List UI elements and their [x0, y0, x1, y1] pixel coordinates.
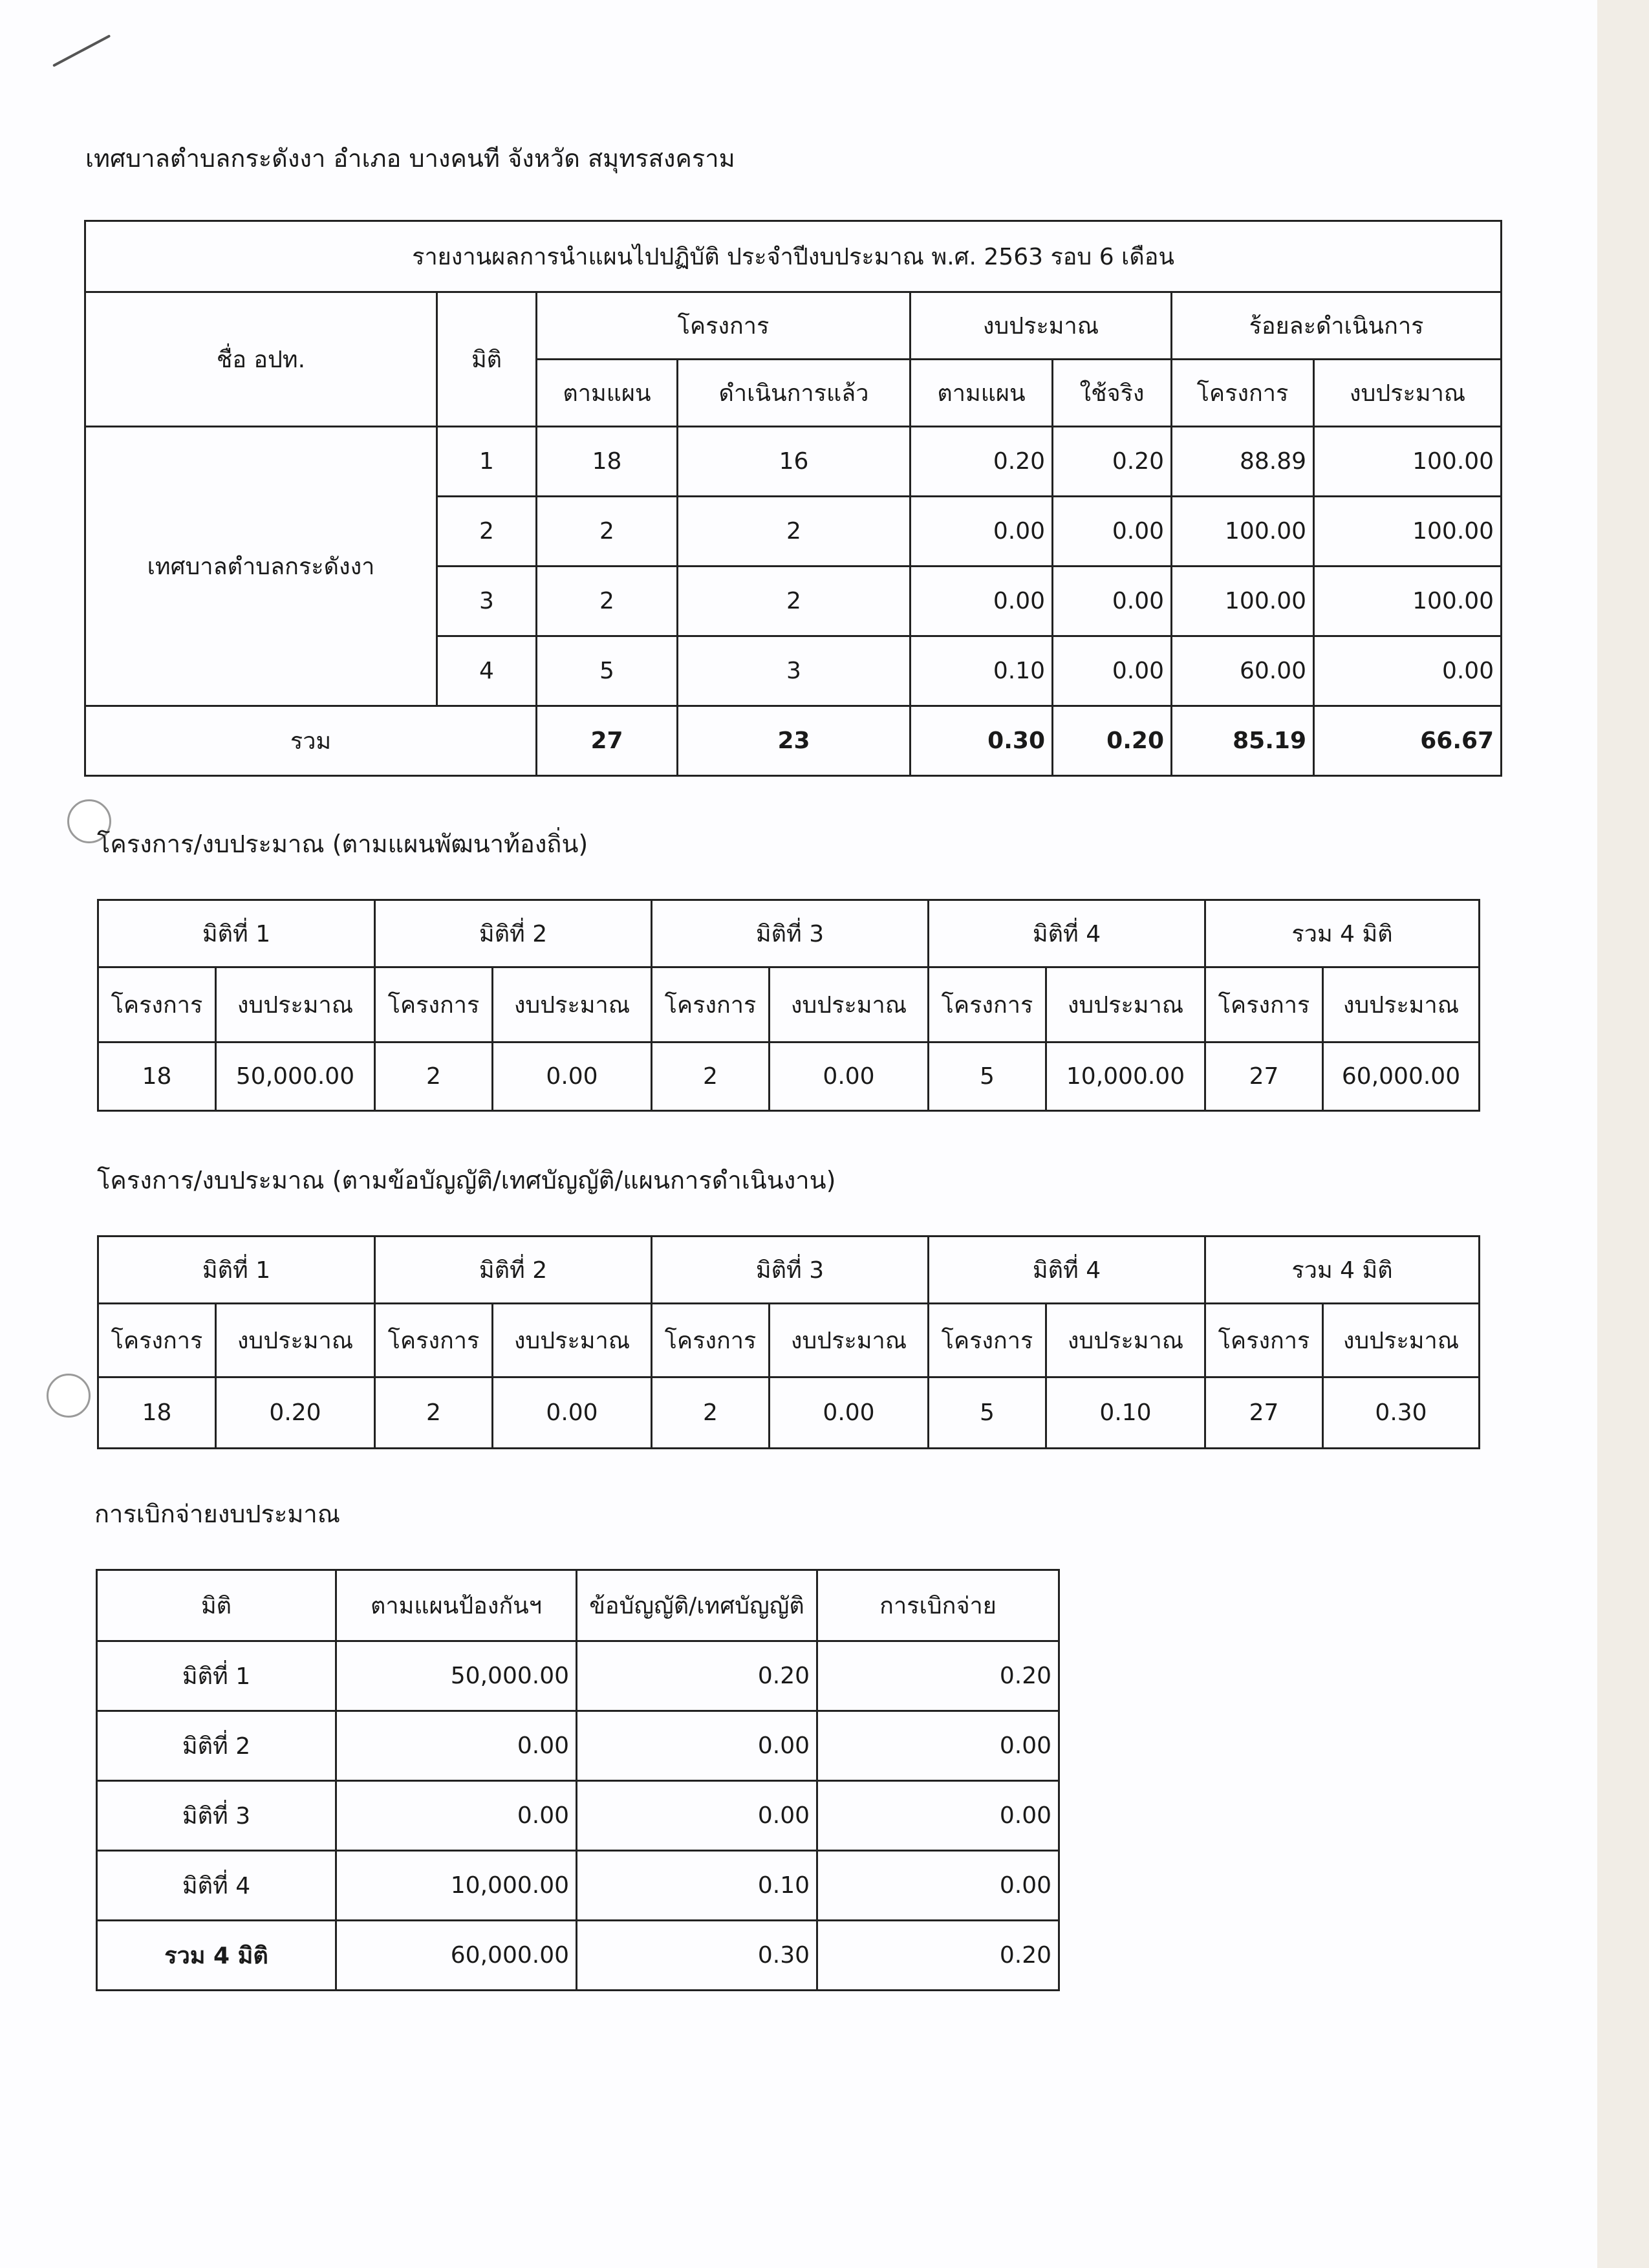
cell-projects: 18 — [98, 1042, 216, 1111]
cell-ordinance: 0.10 — [577, 1851, 817, 1921]
header-ordinance: ข้อบัญญัติ/เทศบัญญัติ — [577, 1570, 817, 1641]
cell-budget: 0.30 — [1323, 1377, 1480, 1449]
subheader-done: ดำเนินการแล้ว — [678, 360, 911, 427]
implementation-report-table — [84, 220, 1502, 777]
subheader-budget: งบประมาณ — [1046, 967, 1205, 1042]
cell-dim: มิติที่ 1 — [97, 1641, 336, 1711]
cell-budget: 0.20 — [216, 1377, 375, 1449]
cell-disbursed: 0.00 — [817, 1851, 1059, 1921]
cell-pct-budget: 100.00 — [1314, 427, 1502, 497]
cell-projects: 5 — [929, 1377, 1046, 1449]
total-budget-plan: 0.30 — [911, 706, 1053, 776]
group-dimension-1: มิติที่ 1 — [98, 900, 375, 967]
group-dimension-2: มิติที่ 2 — [375, 1237, 652, 1304]
cell-projects: 27 — [1205, 1377, 1323, 1449]
header-projects: โครงการ — [537, 292, 911, 360]
cell-done: 2 — [678, 567, 911, 636]
total-disbursed: 0.20 — [817, 1921, 1059, 1991]
group-total: รวม 4 มิติ — [1205, 1237, 1480, 1304]
subheader-budget: งบประมาณ — [1046, 1304, 1205, 1377]
punch-hole-bottom — [47, 1374, 91, 1418]
group-dimension-3: มิติที่ 3 — [652, 1237, 929, 1304]
cell-projects: 2 — [652, 1042, 770, 1111]
group-total: รวม 4 มิติ — [1205, 900, 1480, 967]
page-edge — [1597, 0, 1649, 2268]
cell-budget: 0.00 — [493, 1377, 652, 1449]
total-ordinance: 0.30 — [577, 1921, 817, 1991]
cell-dim: มิติที่ 3 — [97, 1781, 336, 1851]
header-plan: ตามแผนป้องกันฯ — [336, 1570, 577, 1641]
group-dimension-4: มิติที่ 4 — [929, 900, 1205, 967]
subheader-budget-planned: ตามแผน — [911, 360, 1053, 427]
cell-done: 3 — [678, 636, 911, 706]
subheader-projects: โครงการ — [929, 967, 1046, 1042]
cell-budget: 50,000.00 — [216, 1042, 375, 1111]
subheader-pct-budget: งบประมาณ — [1314, 360, 1502, 427]
cell-dim: 4 — [437, 636, 537, 706]
subheader-planned: ตามแผน — [537, 360, 678, 427]
subheader-budget: งบประมาณ — [493, 967, 652, 1042]
table-row — [97, 1781, 1059, 1851]
cell-budget-plan: 0.20 — [911, 427, 1053, 497]
cell-done: 16 — [678, 427, 911, 497]
header-disbursed: การเบิกจ่าย — [817, 1570, 1059, 1641]
cell-projects: 5 — [929, 1042, 1046, 1111]
subheader-projects: โครงการ — [98, 1304, 216, 1377]
cell-planned: 18 — [537, 427, 678, 497]
subheader-projects: โครงการ — [1205, 967, 1323, 1042]
ordinance-heading: โครงการ/งบประมาณ (ตามข้อบัญญัติ/เทศบัญญัติ/แผนการดำเนินงาน) — [97, 1166, 836, 1194]
subheader-projects: โครงการ — [98, 967, 216, 1042]
cell-pct-budget: 100.00 — [1314, 497, 1502, 567]
cell-disbursed: 0.00 — [817, 1781, 1059, 1851]
cell-plan: 0.00 — [336, 1711, 577, 1781]
total-budget-actual: 0.20 — [1053, 706, 1172, 776]
table-row — [97, 1851, 1059, 1921]
group-dimension-3: มิติที่ 3 — [652, 900, 929, 967]
cell-pct-projects: 100.00 — [1172, 567, 1314, 636]
header-dimension: มิติ — [97, 1570, 336, 1641]
cell-planned: 2 — [537, 567, 678, 636]
group-dimension-4: มิติที่ 4 — [929, 1237, 1205, 1304]
subheader-projects: โครงการ — [1205, 1304, 1323, 1377]
cell-budget: 0.10 — [1046, 1377, 1205, 1449]
subheader-budget: งบประมาณ — [216, 967, 375, 1042]
cell-plan: 10,000.00 — [336, 1851, 577, 1921]
cell-ordinance: 0.20 — [577, 1641, 817, 1711]
table-row — [98, 1377, 1480, 1449]
total-label: รวม — [85, 706, 537, 776]
subheader-projects: โครงการ — [652, 1304, 770, 1377]
cell-budget-plan: 0.00 — [911, 567, 1053, 636]
cell-budget: 0.00 — [770, 1377, 929, 1449]
total-plan: 60,000.00 — [336, 1921, 577, 1991]
total-row — [85, 706, 1502, 776]
total-label: รวม 4 มิติ — [97, 1921, 336, 1991]
cell-budget-actual: 0.00 — [1053, 636, 1172, 706]
table-row — [85, 427, 1502, 497]
header-percent: ร้อยละดำเนินการ — [1172, 292, 1502, 360]
cell-budget: 0.00 — [770, 1042, 929, 1111]
cell-budget-plan: 0.00 — [911, 497, 1053, 567]
cell-done: 2 — [678, 497, 911, 567]
cell-pct-projects: 88.89 — [1172, 427, 1314, 497]
subheader-budget: งบประมาณ — [216, 1304, 375, 1377]
subheader-budget: งบประมาณ — [770, 967, 929, 1042]
total-planned: 27 — [537, 706, 678, 776]
cell-pct-budget: 0.00 — [1314, 636, 1502, 706]
cell-pct-projects: 60.00 — [1172, 636, 1314, 706]
total-row — [97, 1921, 1059, 1991]
subheader-projects: โครงการ — [652, 967, 770, 1042]
subheader-projects: โครงการ — [375, 967, 493, 1042]
header-budget: งบประมาณ — [911, 292, 1172, 360]
disbursement-heading: การเบิกจ่ายงบประมาณ — [94, 1500, 340, 1528]
cell-budget: 10,000.00 — [1046, 1042, 1205, 1111]
subheader-pct-projects: โครงการ — [1172, 360, 1314, 427]
org-name-cell: เทศบาลตำบลกระดังงา — [85, 427, 437, 706]
report-title: รายงานผลการนำแผนไปปฏิบัติ ประจำปีงบประมาณ พ.ศ. 2563 รอบ 6 เดือน — [85, 221, 1502, 292]
subheader-budget: งบประมาณ — [493, 1304, 652, 1377]
cell-ordinance: 0.00 — [577, 1711, 817, 1781]
cell-budget-actual: 0.00 — [1053, 497, 1172, 567]
cell-ordinance: 0.00 — [577, 1781, 817, 1851]
subheader-projects: โครงการ — [375, 1304, 493, 1377]
local-plan-heading: โครงการ/งบประมาณ (ตามแผนพัฒนาท้องถิ่น) — [97, 830, 588, 858]
cell-budget-actual: 0.20 — [1053, 427, 1172, 497]
table-row — [97, 1711, 1059, 1781]
cell-budget-plan: 0.10 — [911, 636, 1053, 706]
cell-dim: 1 — [437, 427, 537, 497]
cell-projects: 2 — [652, 1377, 770, 1449]
cell-projects: 2 — [375, 1042, 493, 1111]
subheader-budget: งบประมาณ — [1323, 967, 1480, 1042]
cell-pct-budget: 100.00 — [1314, 567, 1502, 636]
subheader-projects: โครงการ — [929, 1304, 1046, 1377]
subheader-budget: งบประมาณ — [770, 1304, 929, 1377]
disbursement-table — [96, 1569, 1060, 1991]
header-org-name: ชื่อ อปท. — [85, 292, 437, 427]
header-dimension: มิติ — [437, 292, 537, 427]
cell-projects: 2 — [375, 1377, 493, 1449]
table-row — [97, 1641, 1059, 1711]
local-plan-table — [97, 899, 1480, 1112]
cell-budget-actual: 0.00 — [1053, 567, 1172, 636]
table-row — [98, 1042, 1480, 1111]
cell-dim: มิติที่ 4 — [97, 1851, 336, 1921]
cell-planned: 5 — [537, 636, 678, 706]
ordinance-table — [97, 1235, 1480, 1449]
group-dimension-1: มิติที่ 1 — [98, 1237, 375, 1304]
cell-plan: 0.00 — [336, 1781, 577, 1851]
cell-dim: 2 — [437, 497, 537, 567]
group-dimension-2: มิติที่ 2 — [375, 900, 652, 967]
organization-heading: เทศบาลตำบลกระดังงา อำเภอ บางคนที จังหวัด สมุทรสงคราม — [85, 144, 735, 173]
cell-projects: 27 — [1205, 1042, 1323, 1111]
cell-pct-projects: 100.00 — [1172, 497, 1314, 567]
cell-plan: 50,000.00 — [336, 1641, 577, 1711]
cell-dim: 3 — [437, 567, 537, 636]
cell-planned: 2 — [537, 497, 678, 567]
subheader-budget: งบประมาณ — [1323, 1304, 1480, 1377]
cell-budget: 0.00 — [493, 1042, 652, 1111]
subheader-budget-actual: ใช้จริง — [1053, 360, 1172, 427]
total-done: 23 — [678, 706, 911, 776]
cell-disbursed: 0.00 — [817, 1711, 1059, 1781]
cell-disbursed: 0.20 — [817, 1641, 1059, 1711]
cell-projects: 18 — [98, 1377, 216, 1449]
cell-budget: 60,000.00 — [1323, 1042, 1480, 1111]
total-pct-projects: 85.19 — [1172, 706, 1314, 776]
cell-dim: มิติที่ 2 — [97, 1711, 336, 1781]
total-pct-budget: 66.67 — [1314, 706, 1502, 776]
